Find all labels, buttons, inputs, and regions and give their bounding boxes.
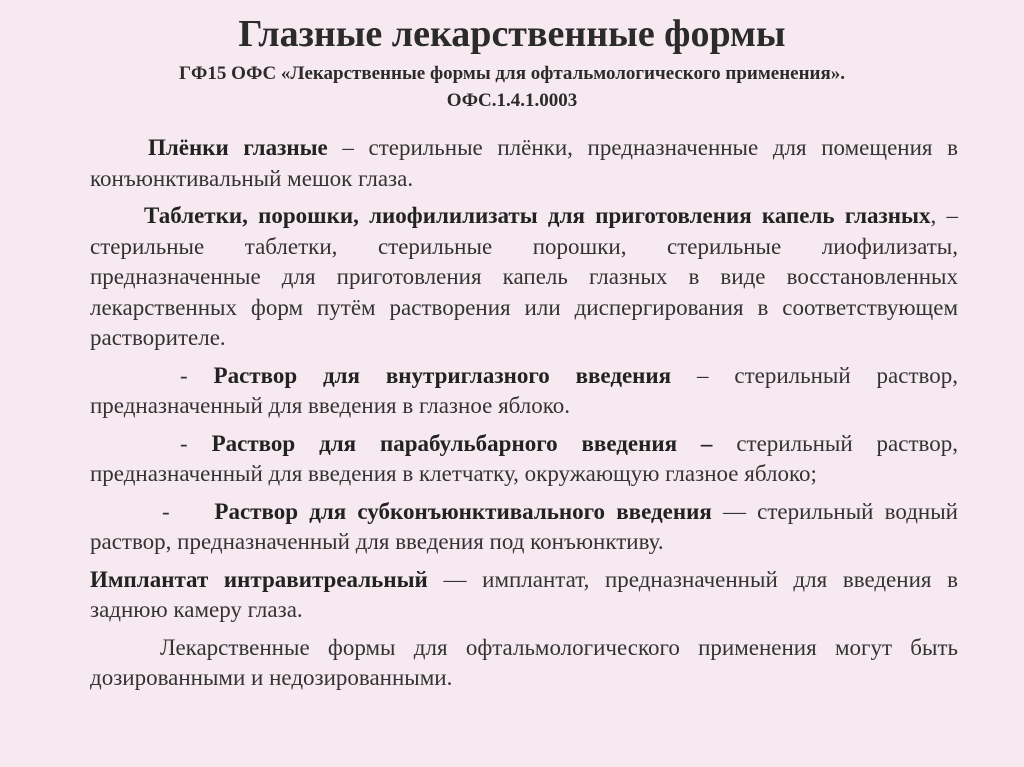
slide-subtitle xyxy=(60,60,964,114)
definition-subconjunctival-solution: — стерильный водный раствор, предназначенный для введения под конъюнктиву. xyxy=(90,498,958,554)
dosage-note-text: Лекарственные формы для офтальмологического применения могут быть дозированными и недозированными. xyxy=(90,634,958,690)
definition-parabulbar-solution: стерильный раствор, предназначенный для введения в клетчатку, окружающую глазное яблоко; xyxy=(90,430,958,486)
paragraph-eye-films xyxy=(90,133,958,194)
term-tablets-powders: Таблетки, порошки, лиофилилизаты для приготовления капель глазных xyxy=(144,203,931,228)
paragraph-tablets-powders xyxy=(90,201,958,354)
definition-tablets-powders: , – стерильные таблетки, стерильные порошки, стерильные лиофилизаты, предназначенные для приготовления капель глазных в виде восстановленных лекарственных форм путём растворения или диспергирования в соответствующем растворителе. xyxy=(90,203,958,350)
paragraph-intravitreal-implant xyxy=(90,565,958,626)
dash-prefix: - xyxy=(180,362,214,388)
term-parabulbar-solution: Раствор для парабульбарного введения – xyxy=(211,430,713,456)
paragraph-intraocular-solution xyxy=(90,361,958,422)
definition-eye-films: – стерильные плёнки, предназначенные для помещения в конъюнктивальный мешок глаза. xyxy=(90,135,958,191)
term-intraocular-solution: Раствор для внутриглазного введения xyxy=(213,362,672,388)
paragraph-parabulbar-solution xyxy=(90,429,958,490)
slide-title: Глазные лекарственные формы xyxy=(238,13,786,55)
paragraph-dosage-note xyxy=(90,633,958,694)
subtitle-line-1: ГФ15 ОФС «Лекарственные формы для офтальмологического применения». xyxy=(178,63,846,84)
slide-body xyxy=(90,133,958,701)
subtitle-line-2: ОФС.1.4.1.0003 xyxy=(446,90,578,111)
definition-intravitreal-implant: — имплантат, предназначенный для введения в заднюю камеру глаза. xyxy=(90,566,958,622)
term-subconjunctival-solution: Раствор для субконъюнктивального введения xyxy=(214,498,712,524)
paragraph-subconjunctival-solution xyxy=(90,497,958,558)
definition-intraocular-solution: – стерильный раствор, предназначенный для введения в глазное яблоко. xyxy=(90,362,958,418)
dash-prefix: - xyxy=(162,498,215,524)
term-intravitreal-implant: Имплантат интравитреальный xyxy=(90,566,428,592)
term-eye-films: Плёнки глазные xyxy=(148,135,328,160)
dash-prefix: - xyxy=(180,430,212,456)
